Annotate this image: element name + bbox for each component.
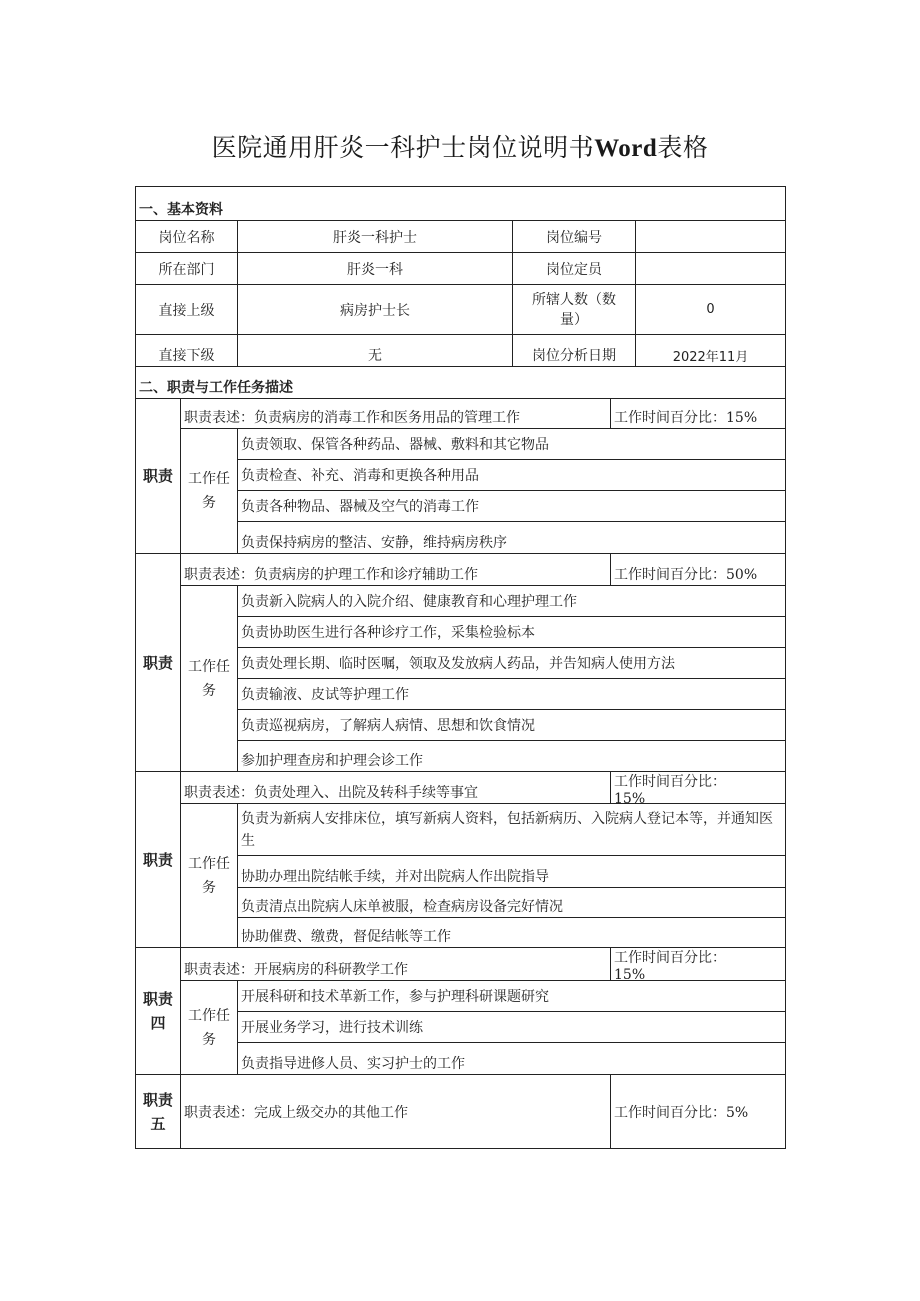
duty-4-task-label: 工作任务	[181, 981, 238, 1075]
duty-3-task-label: 工作任务	[181, 804, 238, 948]
label-superior: 直接上级	[136, 285, 238, 335]
value-quota	[636, 253, 786, 285]
duty-3-task-3: 负责清点出院病人床单被服，检查病房设备完好情况	[238, 888, 786, 918]
duty-3-task-1: 负责为新病人安排床位，填写新病人资料，包括新病历、入院病人登记本等，并通知医生	[238, 804, 786, 856]
duty-1-task-4: 负责保持病房的整洁、安静，维持病房秩序	[238, 522, 786, 554]
value-subordinate-count: 0	[636, 285, 786, 335]
duty-1-task-label: 工作任务	[181, 429, 238, 554]
duty-2-task-5: 负责巡视病房，了解病人病情、思想和饮食情况	[238, 710, 786, 741]
value-superior: 病房护士长	[238, 285, 513, 335]
value-department: 肝炎一科	[238, 253, 513, 285]
duty-4-label: 职责四	[136, 948, 181, 1075]
duty-4-task-2: 开展业务学习，进行技术训练	[238, 1012, 786, 1043]
duty-2-task-1: 负责新入院病人的入院介绍、健康教育和心理护理工作	[238, 586, 786, 617]
duty-3-time-percent-value: 15%	[614, 791, 646, 807]
duty-2-task-label: 工作任务	[181, 586, 238, 772]
section-basic-info: 一、基本资料	[136, 187, 786, 221]
duty-2-task-4: 负责输液、皮试等护理工作	[238, 679, 786, 710]
duty-1-label: 职责	[136, 399, 181, 554]
duty-4-time-percent-value: 15%	[614, 967, 646, 983]
duty-3-task-2: 协助办理出院结帐手续，并对出院病人作出院指导	[238, 856, 786, 888]
duty-2-time-percent: 工作时间百分比：50%	[611, 554, 786, 586]
duty-3-time-percent: 工作时间百分比： 15%	[611, 772, 786, 804]
duty-3-task-4: 协助催费、缴费，督促结帐等工作	[238, 918, 786, 948]
duty-2-task-3: 负责处理长期、临时医嘱，领取及发放病人药品，并告知病人使用方法	[238, 648, 786, 679]
duty-5-time-percent: 工作时间百分比：5%	[611, 1075, 786, 1149]
title-en: Word	[594, 135, 658, 162]
duty-1-time-percent: 工作时间百分比：15%	[611, 399, 786, 429]
duty-1-task-1: 负责领取、保管各种药品、器械、敷料和其它物品	[238, 429, 786, 460]
label-quota: 岗位定员	[513, 253, 636, 285]
duty-2-task-2: 负责协助医生进行各种诊疗工作，采集检验标本	[238, 617, 786, 648]
duty-5-description: 职责表述：完成上级交办的其他工作	[181, 1075, 611, 1149]
label-subordinate-count: 所辖人数（数量）	[513, 285, 636, 335]
value-position-name: 肝炎一科护士	[238, 221, 513, 253]
duty-4-task-3: 负责指导进修人员、实习护士的工作	[238, 1043, 786, 1075]
label-department: 所在部门	[136, 253, 238, 285]
duty-2-label: 职责	[136, 554, 181, 772]
value-position-code	[636, 221, 786, 253]
duty-3-description: 职责表述：负责处理入、出院及转科手续等事宜	[181, 772, 611, 804]
duty-2-task-6: 参加护理查房和护理会诊工作	[238, 741, 786, 772]
value-subordinate: 无	[238, 335, 513, 367]
duty-1-task-2: 负责检查、补充、消毒和更换各种用品	[238, 460, 786, 491]
duty-4-time-percent: 工作时间百分比： 15%	[611, 948, 786, 981]
duty-4-task-1: 开展科研和技术革新工作，参与护理科研课题研究	[238, 981, 786, 1012]
duty-4-description: 职责表述：开展病房的科研教学工作	[181, 948, 611, 981]
page-title: 医院通用肝炎一科护士岗位说明书Word表格	[211, 133, 709, 162]
duty-2-description: 职责表述：负责病房的护理工作和诊疗辅助工作	[181, 554, 611, 586]
label-subordinate: 直接下级	[136, 335, 238, 367]
job-description-table	[135, 186, 786, 1149]
duty-3-label: 职责	[136, 772, 181, 948]
section-duties: 二、职责与工作任务描述	[136, 367, 786, 399]
title-suffix: 表格	[657, 133, 709, 162]
duty-1-task-3: 负责各种物品、器械及空气的消毒工作	[238, 491, 786, 522]
label-analysis-date: 岗位分析日期	[513, 335, 636, 367]
duty-5-label: 职责五	[136, 1075, 181, 1149]
duty-1-description: 职责表述：负责病房的消毒工作和医务用品的管理工作	[181, 399, 611, 429]
label-position-name: 岗位名称	[136, 221, 238, 253]
label-position-code: 岗位编号	[513, 221, 636, 253]
value-analysis-date: 2022年11月	[636, 335, 786, 367]
